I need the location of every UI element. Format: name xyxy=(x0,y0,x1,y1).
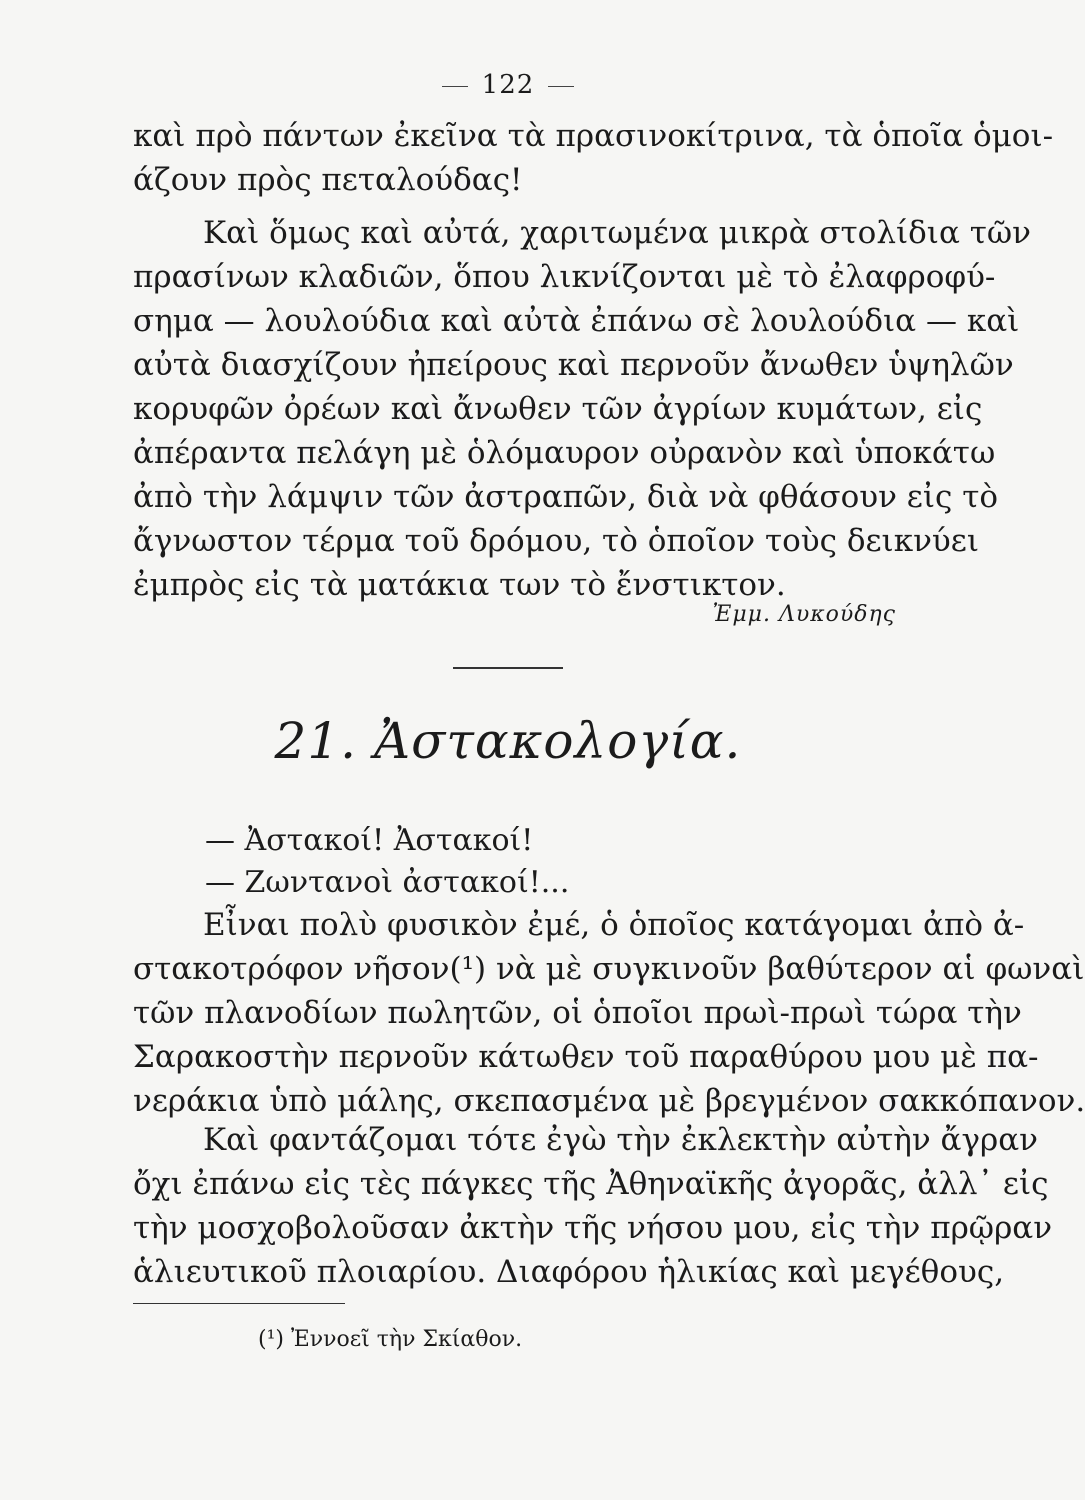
text-line: τῶν πλανοδίων πωλητῶν, οἱ ὁποῖοι πρωὶ-πρωὶ τώρα τὴν xyxy=(133,995,1022,1031)
footnote-rule xyxy=(133,1303,345,1304)
footnote: (¹) Ἐννοεῖ τὴν Σκίαθον. xyxy=(258,1327,523,1352)
dialogue xyxy=(133,820,928,904)
text-line: κορυφῶν ὀρέων καὶ ἄνωθεν τῶν ἀγρίων κυμάτων, εἰς xyxy=(133,391,983,427)
text-line: ἐμπρὸς εἰς τὰ ματάκια των τὸ ἔνστικτον. xyxy=(133,567,786,603)
text-line: ἀπὸ τὴν λάμψιν τῶν ἀστραπῶν, διὰ νὰ φθάσουν εἰς τὸ xyxy=(133,479,999,515)
page-number-dash-right xyxy=(548,86,574,87)
text-line: ἁλιευτικοῦ πλοιαρίου. Διαφόρου ἡλικίας καὶ μεγέθους, xyxy=(133,1254,1005,1290)
text-line: Σαρακοστὴν περνοῦν κάτωθεν τοῦ παραθύρου μου μὲ πα- xyxy=(133,1039,1039,1075)
text-line: Καὶ φαντάζομαι τότε ἐγὼ τὴν ἐκλεκτὴν αὐτὴν ἄγραν xyxy=(203,1122,1039,1158)
text-line: ἀπέραντα πελάγη μὲ ὁλόμαυρον οὐρανὸν καὶ ὑποκάτω xyxy=(133,435,996,471)
page-number xyxy=(0,70,1016,100)
dialogue-line: — Ἀστακοί! Ἀστακοί! xyxy=(205,823,534,858)
text-line: αὐτὰ διασχίζουν ἠπείρους καὶ περνοῦν ἄνωθεν ὑψηλῶν xyxy=(133,347,1014,383)
page-number-value: 122 xyxy=(481,70,535,100)
main-paragraph xyxy=(133,211,1032,607)
text-line: πρασίνων κλαδιῶν, ὅπου λικνίζονται μὲ τὸ ἐλαφροφύ- xyxy=(133,259,996,295)
text-line: ἄγνωστον τέρμα τοῦ δρόμου, τὸ ὁποῖον τοὺς δεικνύει xyxy=(133,523,979,559)
section-separator xyxy=(453,667,563,669)
text-line: καὶ πρὸ πάντων ἐκεῖνα τὰ πρασινοκίτρινα, τὰ ὁποῖα ὁμοι- xyxy=(133,118,1054,154)
text-line: τὴν μοσχοβολοῦσαν ἀκτὴν τῆς νήσου μου, εἰς τὴν πρῷραν xyxy=(133,1210,1053,1246)
chapter-paragraph-2 xyxy=(133,1118,1053,1294)
text-line: στακοτρόφον νῆσον(¹) νὰ μὲ συγκινοῦν βαθύτερον αἱ φωναὶ xyxy=(133,951,1085,987)
chapter-title: 21. Ἀστακολογία. xyxy=(274,712,742,770)
page-number-dash-left xyxy=(442,86,468,87)
author-signature: Ἐμμ. Λυκούδης xyxy=(712,602,896,627)
text-line: ὄχι ἐπάνω εἰς τὲς πάγκες τῆς Ἀθηναϊκῆς ἀγορᾶς, ἀλλ᾽ εἰς xyxy=(133,1166,1049,1202)
text-line: άζουν πρὸς πεταλούδας! xyxy=(133,162,523,198)
dialogue-line: — Ζωντανοὶ ἀστακοί!... xyxy=(205,865,570,900)
continued-paragraph xyxy=(133,114,1054,202)
text-line: Καὶ ὅμως καὶ αὐτά, χαριτωμένα μικρὰ στολίδια τῶν xyxy=(203,215,1032,251)
text-line: σημα — λουλούδια καὶ αὐτὰ ἐπάνω σὲ λουλούδια — καὶ xyxy=(133,303,1020,339)
chapter-paragraph-1 xyxy=(133,903,1085,1123)
text-line: νεράκια ὑπὸ μάλης, σκεπασμένα μὲ βρεγμένον σακκόπανον. xyxy=(133,1083,1085,1119)
text-line: Εἶναι πολὺ φυσικὸν ἐμέ, ὁ ὁποῖος κατάγομαι ἀπὸ ἀ- xyxy=(203,907,1025,943)
